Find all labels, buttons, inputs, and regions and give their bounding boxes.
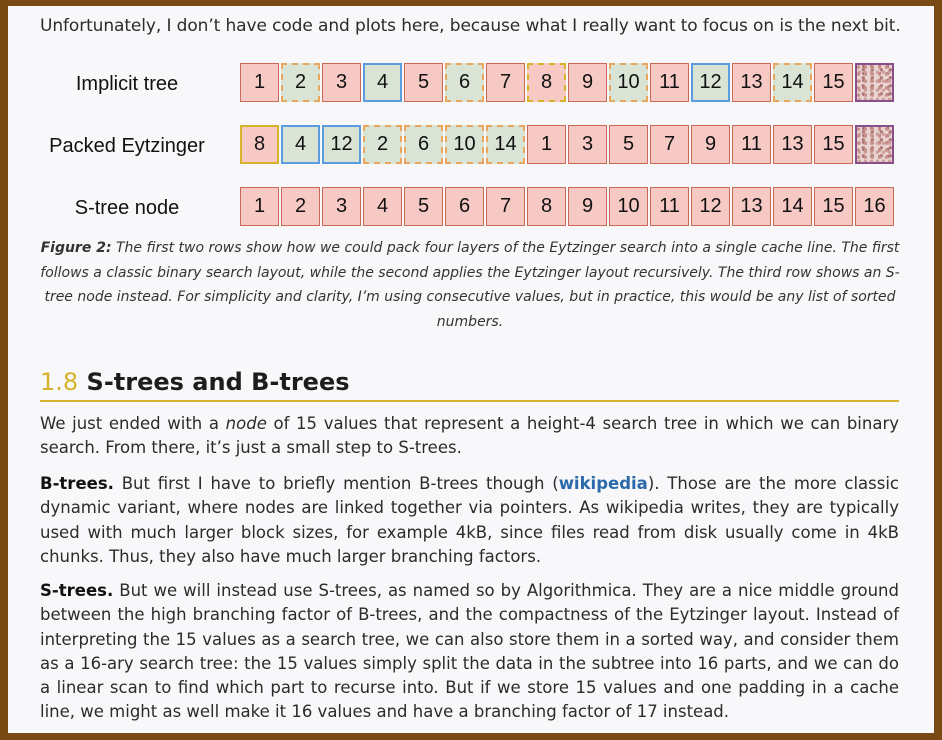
cell: 11 <box>732 125 771 164</box>
cell: 6 <box>445 63 484 102</box>
section-heading <box>40 368 350 396</box>
section-title: S-trees and B-trees <box>86 368 350 396</box>
cell: 3 <box>568 125 607 164</box>
cell: 4 <box>281 125 320 164</box>
cell <box>855 125 894 164</box>
cell: 8 <box>527 63 566 102</box>
p2-text-a: But first I have to briefly mention B-trees though ( <box>113 474 559 493</box>
cell: 9 <box>568 63 607 102</box>
intro-text: Unfortunately, I don’t have code and plots here, because what I really want to focus on is the next bit. <box>40 16 901 36</box>
p3-lead: S-trees. <box>40 581 114 600</box>
cell: 5 <box>404 187 443 226</box>
cell: 12 <box>691 63 730 102</box>
paragraph-btrees <box>40 472 899 569</box>
cell: 1 <box>527 125 566 164</box>
cell: 10 <box>445 125 484 164</box>
page <box>8 6 934 733</box>
cell: 13 <box>773 125 812 164</box>
cell: 11 <box>650 187 689 226</box>
cell: 12 <box>691 187 730 226</box>
cell: 2 <box>281 63 320 102</box>
p1-text-a: We just ended with a <box>40 414 226 433</box>
cell: 15 <box>814 63 853 102</box>
paragraph-strees <box>40 579 899 725</box>
cell: 10 <box>609 63 648 102</box>
cell: 13 <box>732 63 771 102</box>
caption-text: The first two rows show how we could pack four layers of the Eytzinger search into a single cache line. The first follows a classic binary search layout, while the second applies the Eytzinger layout recursively. The third row shows an S-tree node instead. For simplicity and clarity, I’m using consecutive values, but in practice, this would be any list of sorted numbers. <box>40 240 900 330</box>
cell: 6 <box>445 187 484 226</box>
row-packed-eytzinger <box>240 125 896 164</box>
cell: 4 <box>363 63 402 102</box>
cell: 14 <box>773 63 812 102</box>
caption-prefix: Figure 2: <box>40 240 112 256</box>
cell: 7 <box>486 187 525 226</box>
cell: 11 <box>650 63 689 102</box>
p1-text-b: of 15 values that represent a height-4 search tree in which we can binary search. From there, it’s just a small step to S-trees. <box>40 414 900 458</box>
p2-lead: B-trees. <box>40 474 114 493</box>
p2-text-b: ). Those are the more classic dynamic variant, where nodes are linked together via pointers. As wikipedia writes, they are typically used with much larger block sizes, for example 4kB, since files read from disk usually come in 4kB chunks. Thus, they also have much larger branching factors. <box>40 474 900 566</box>
cell: 14 <box>773 187 812 226</box>
cell: 9 <box>691 125 730 164</box>
cell: 6 <box>404 125 443 164</box>
row-label-implicit-tree: Implicit tree <box>75 73 179 95</box>
figure-caption <box>40 236 900 334</box>
row-label-s-tree-node: S-tree node <box>74 197 180 219</box>
p1-emphasis: node <box>225 414 267 433</box>
cell: 10 <box>609 187 648 226</box>
section-divider <box>40 400 899 402</box>
row-s-tree-node <box>240 187 896 226</box>
cell: 15 <box>814 187 853 226</box>
cell: 8 <box>240 125 279 164</box>
cell: 5 <box>609 125 648 164</box>
cell: 12 <box>322 125 361 164</box>
cell: 13 <box>732 187 771 226</box>
cell: 4 <box>363 187 402 226</box>
cell <box>855 63 894 102</box>
cell: 7 <box>486 63 525 102</box>
wikipedia-link[interactable]: wikipedia <box>558 474 648 493</box>
cell: 2 <box>363 125 402 164</box>
cell: 14 <box>486 125 525 164</box>
cell: 8 <box>527 187 566 226</box>
cell: 1 <box>240 187 279 226</box>
cell: 9 <box>568 187 607 226</box>
row-label-packed-eytzinger: Packed Eytzinger <box>49 135 205 157</box>
row-implicit-tree <box>240 63 896 102</box>
cell: 2 <box>281 187 320 226</box>
cell: 3 <box>322 187 361 226</box>
p3-text: But we will instead use S-trees, as named so by Algorithmica. They are a nice middle ground between the high branching factor of B-trees, and the compactness of the Eytzinger layout. Instead of interpreting the 15 values as a search tree, we can also store them in a sorted way, and consider them as a 16-ary search tree: the 15 values simply split the data in the subtree into 16 parts, and we can do a linear scan to find which part to recurse into. But if we store 15 values and one padding in a cache line, we might as well make it 16 values and have a branching factor of 17 instead. <box>40 581 899 722</box>
cell: 1 <box>240 63 279 102</box>
cell: 3 <box>322 63 361 102</box>
cell: 7 <box>650 125 689 164</box>
cell: 15 <box>814 125 853 164</box>
section-number: 1.8 <box>40 368 79 396</box>
cell: 16 <box>855 187 894 226</box>
paragraph-node <box>40 412 899 461</box>
cell: 5 <box>404 63 443 102</box>
